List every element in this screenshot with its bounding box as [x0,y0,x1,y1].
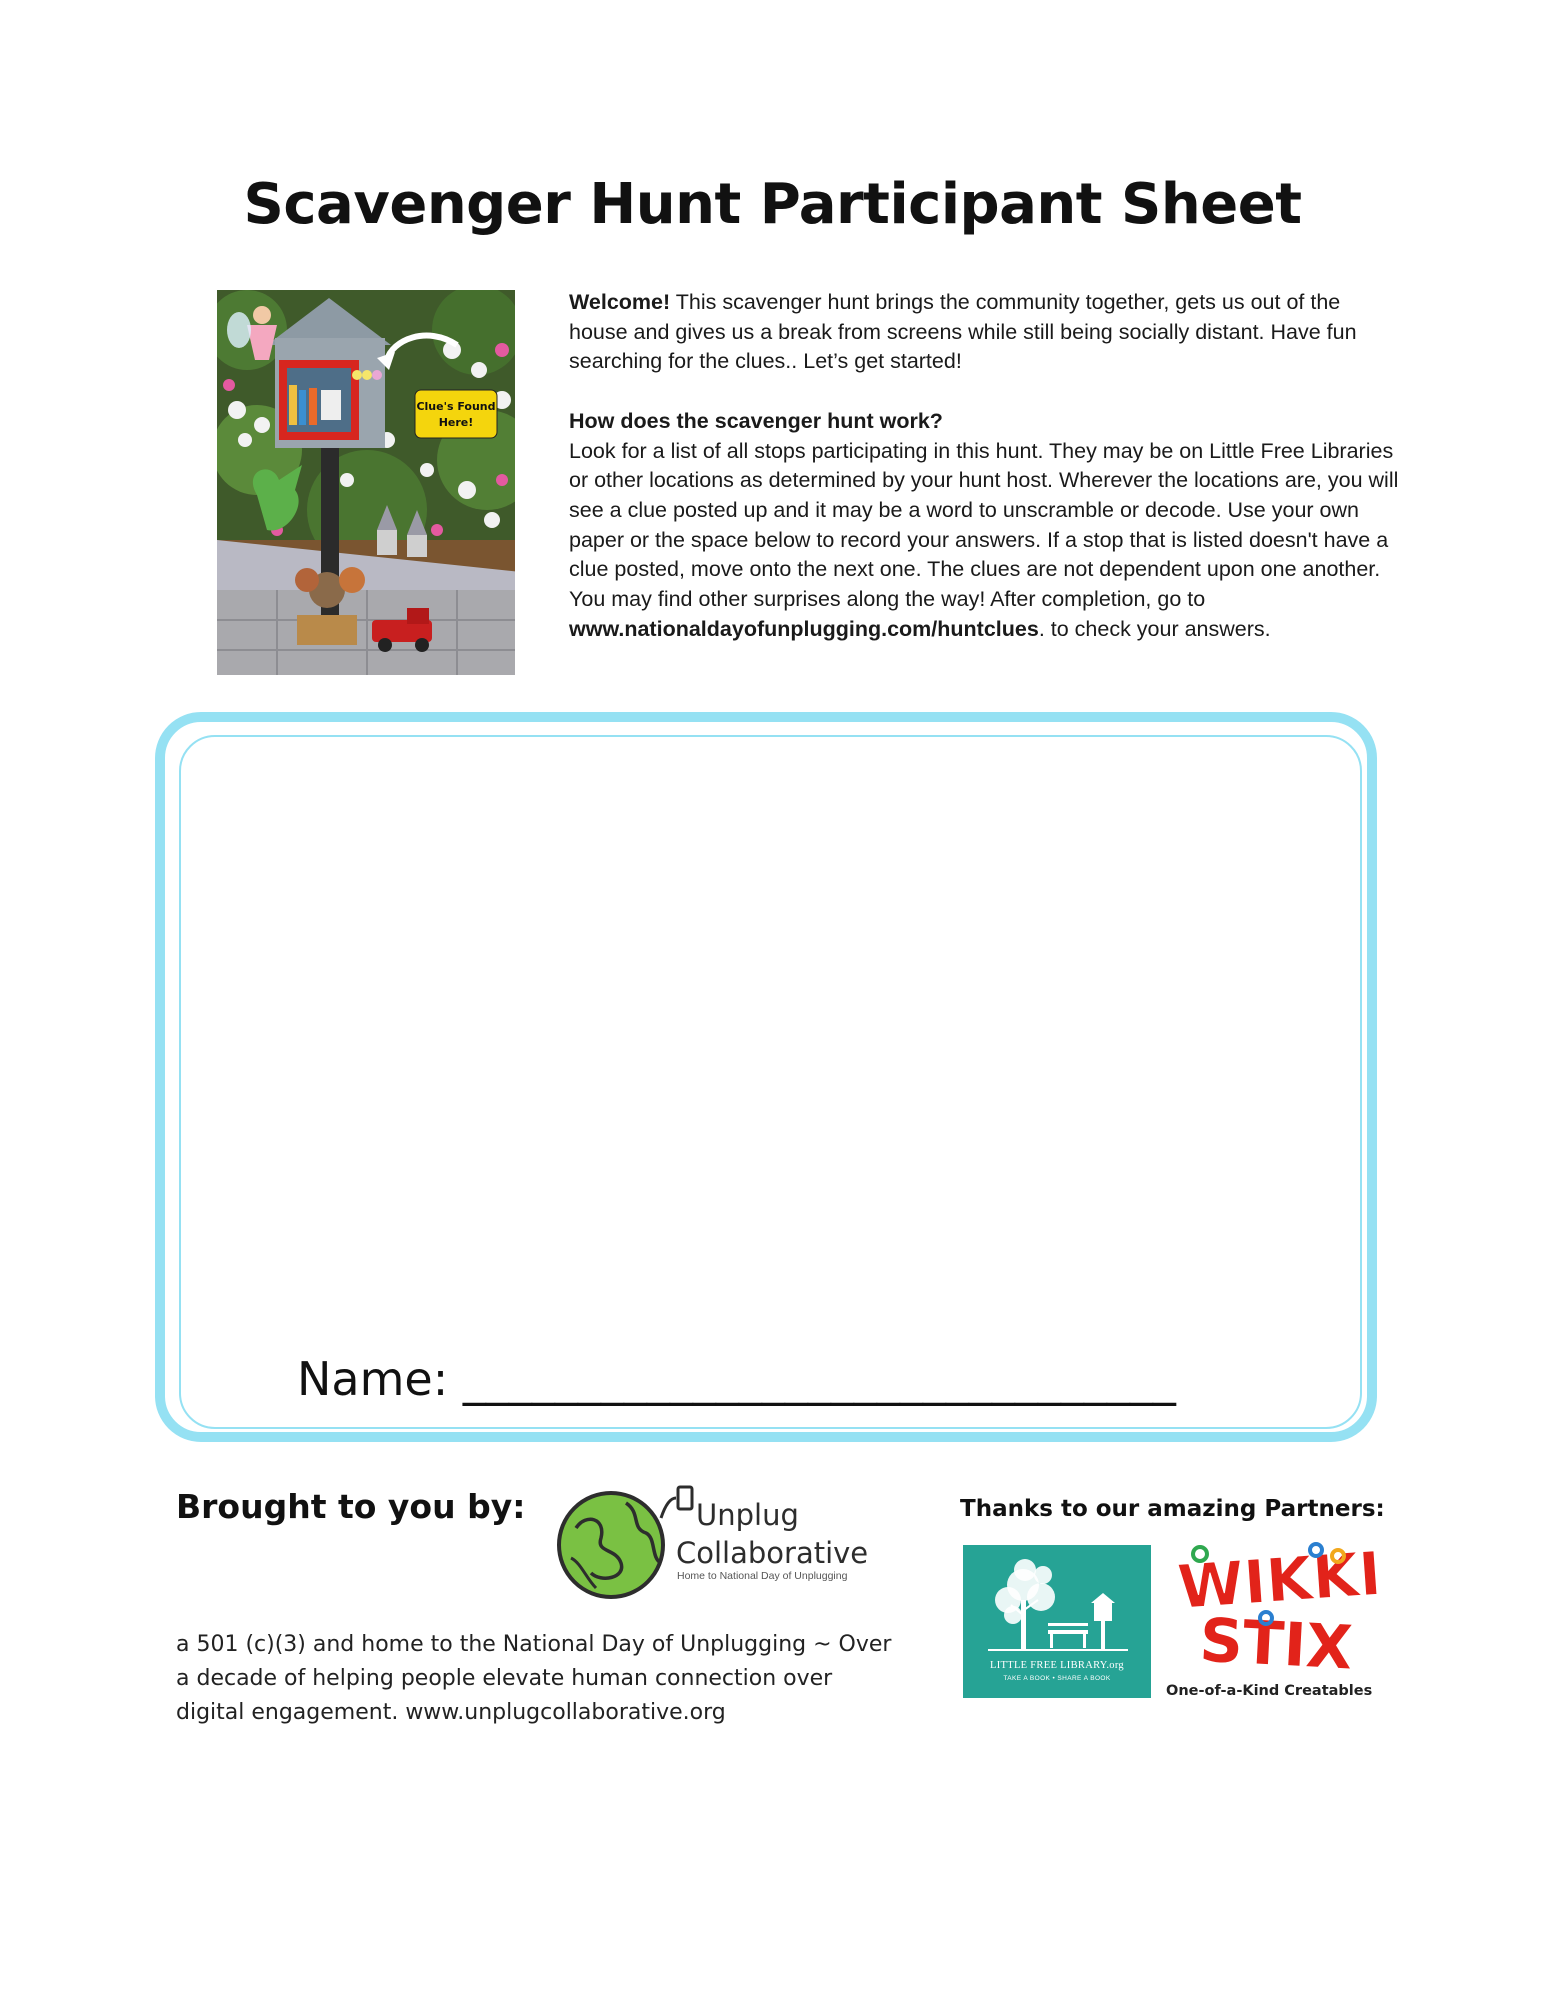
unplug-logo-tagline: Home to National Day of Unplugging [677,1570,848,1582]
how-text: Look for a list of all stops participating in this hunt. They may be on Little Free Libraries or other locations as determined by your hunt host. Wherever the locations are, you will see a clue posted up and it may be a word to unscramble or decode. Use your own paper or the space below to record your answers. If a stop that is listed doesn't have a clue posted, move onto the next one. The clues are not dependent upon one another. You may find other surprises along the way! After completion, go to [569,438,1399,612]
globe-icon [559,1493,663,1597]
unplug-logo-line1: Unplug [696,1498,799,1532]
partners-label: Thanks to our amazing Partners: [960,1496,1385,1522]
unplug-description: a 501 (c)(3) and home to the National Day of Unplugging ~ Over a decade of helping people elevate human connection over digital engagement. www.unplugcollaborative.org [176,1632,892,1725]
little-free-library-logo [963,1545,1151,1698]
welcome-text: This scavenger hunt brings the community together, gets us out of the house and gives us a break from screens while still being socially distant. Have fun searching for the clues.. Let’s get started! [569,290,1357,374]
lfl-name: LITTLE FREE LIBRARY.org [990,1660,1124,1671]
wikki-stix-logo [1166,1538,1382,1698]
answer-writing-area[interactable] [179,735,1362,1429]
lfl-tagline: TAKE A BOOK • SHARE A BOOK [1003,1675,1111,1682]
wikki-tagline: One-of-a-Kind Creatables [1166,1683,1373,1699]
photo-sign-line1: Clue's Found [416,400,496,413]
huntclues-link[interactable]: www.nationaldayofunplugging.com/huntclues [569,616,1039,641]
how-heading [569,407,1399,437]
wikki-line2: STIX [1197,1605,1355,1684]
welcome-paragraph [569,288,1399,377]
bench-icon [1048,1630,1088,1634]
wikki-line1: WIKKI [1175,1539,1382,1624]
how-text-end: . to check your answers. [1038,616,1271,641]
how-paragraph [569,437,1399,645]
welcome-label: Welcome! [569,290,671,314]
plug-icon [678,1487,692,1509]
unplug-collaborative-logo [556,1483,886,1603]
page-title: Scavenger Hunt Participant Sheet [243,172,1302,237]
unplug-logo-line2: Collaborative [676,1536,869,1570]
intro-text [569,288,1399,644]
name-field[interactable]: Name: _______________________________ [297,1352,1176,1406]
how-heading-text: How does the scavenger hunt work? [569,408,943,433]
brought-by-label: Brought to you by: [176,1487,526,1526]
photo-sign-line2: Here! [438,416,474,429]
little-free-library-photo [217,290,515,675]
